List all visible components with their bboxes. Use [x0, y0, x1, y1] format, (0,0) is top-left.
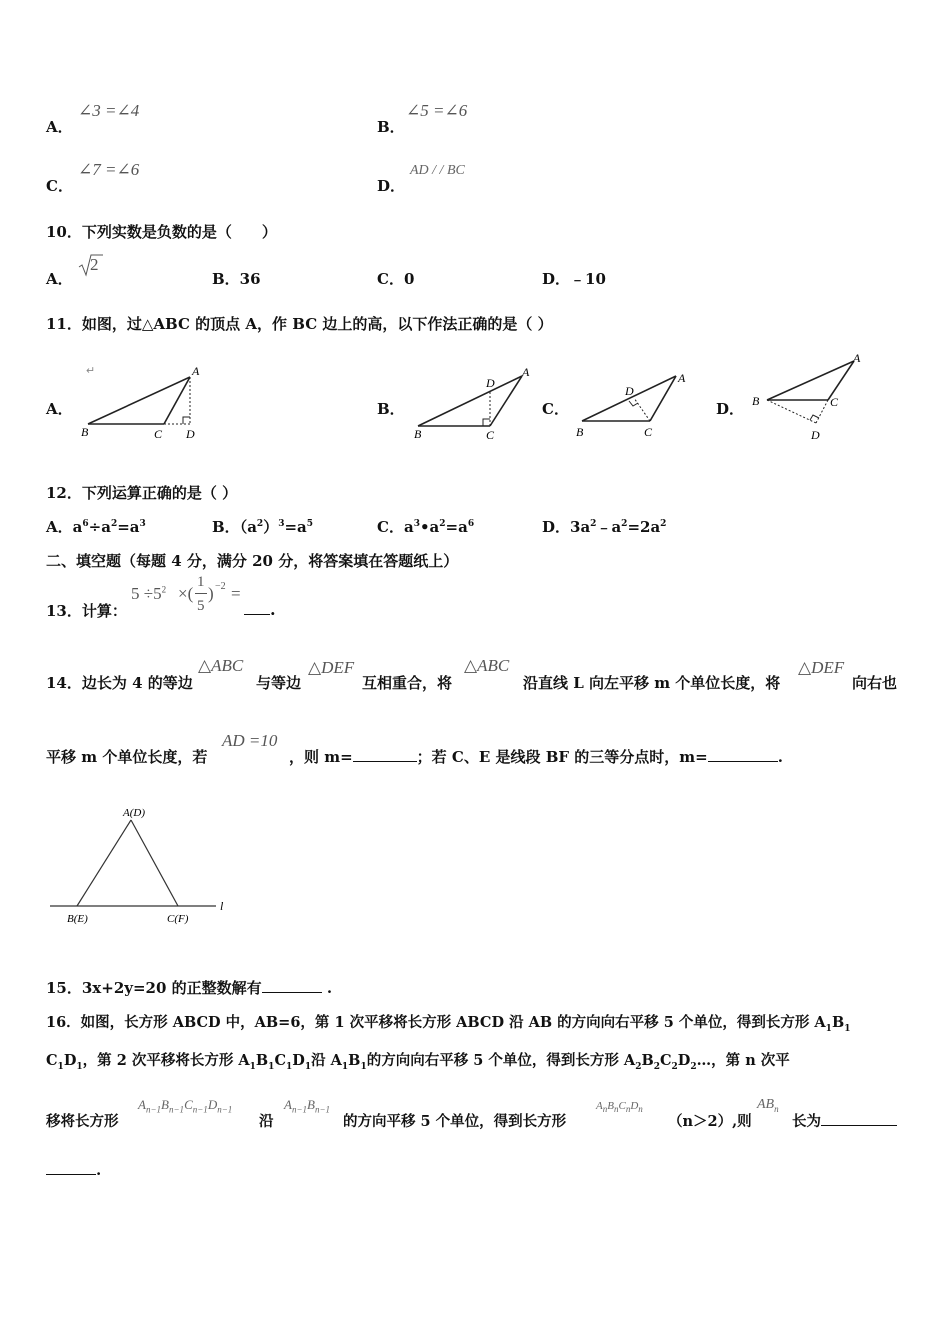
q12-option-c-label: C．	[377, 518, 404, 536]
q15	[46, 977, 332, 998]
q13-close: )	[208, 584, 214, 603]
q14-p1: 14．边长为 4 的等边	[46, 674, 193, 692]
q16-m4: D	[630, 1100, 639, 1112]
q16-sub: n	[613, 1104, 619, 1115]
q16-math-abn	[757, 1097, 779, 1114]
q15-text: 15．3x+2y=20 的正整数解有	[46, 979, 262, 997]
q13-frac-bar	[195, 593, 207, 594]
q14-p5: 向右也	[852, 674, 898, 692]
q12-option-b: B．$(a^2)^3=a^5$	[212, 518, 314, 536]
q12-stem: 12．下列运算正确的是（ ）	[46, 484, 238, 502]
q16-m3: C	[618, 1100, 626, 1112]
q16-line2	[46, 1049, 790, 1072]
q11-option-b-label: B．	[377, 400, 405, 418]
q16-sub: 2	[653, 1061, 660, 1072]
q11-a-pt-b: B	[81, 425, 89, 439]
q16-math-rect-n	[596, 1100, 643, 1114]
q16-sub: n−1	[192, 1104, 208, 1115]
q13-frac-num: 1	[197, 574, 205, 590]
q14-m-abc: △ABC	[198, 656, 244, 675]
q16-sub: n−1	[217, 1104, 233, 1115]
q12-option-a-label: A．	[46, 518, 73, 536]
q16-l3b: 沿	[259, 1113, 274, 1130]
q9-option-c-label: C．	[46, 177, 73, 195]
q11-figure-b	[408, 362, 538, 444]
q16-line3	[46, 1110, 119, 1131]
q16-l2-d: D	[63, 1052, 77, 1069]
q15-tail: .	[321, 979, 333, 997]
q16-blank-1[interactable]	[821, 1111, 897, 1126]
q11-c-pt-d: D	[625, 384, 634, 398]
q11-a-pt-c: C	[154, 427, 163, 441]
q11-d-pt-c: C	[830, 395, 839, 409]
q14-fig-right-label: C(F)	[167, 913, 189, 925]
q16-sub: 1	[341, 1061, 349, 1072]
q14-l2b: ，则 m=	[289, 748, 353, 766]
q13-eq: =	[231, 584, 241, 603]
q16-m5: A	[284, 1097, 292, 1112]
q16-l2-text7: 的方向向右平移 5 个单位，得到长方形 A	[366, 1052, 636, 1069]
q10-option-d: D．﹣10	[542, 270, 606, 288]
q16-sub: 1	[268, 1061, 275, 1072]
q12-option-b-label: B．	[212, 518, 240, 536]
q16-math-side-n-1	[284, 1097, 330, 1115]
q12-option-c: C．$a^3•a^2=a^6$	[377, 518, 475, 536]
q10-option-b: B．36	[212, 270, 261, 288]
q11-c-pt-a: A	[678, 371, 686, 385]
q11-d-pt-d: D	[811, 428, 820, 442]
q16-sub: n−1	[314, 1104, 331, 1115]
q14-fig-line-label: l	[220, 899, 224, 913]
q13-expr-left: 5 ÷5	[131, 584, 162, 603]
q14-blank-2[interactable]	[708, 747, 778, 762]
q10-option-a-math: 2	[90, 255, 99, 274]
q14-m-def2: △DEF	[798, 658, 845, 677]
q13-tail: .	[270, 600, 276, 619]
q16-l2-c: C	[46, 1052, 58, 1069]
q16-sub: n−1	[145, 1104, 162, 1115]
q16-m2: B	[607, 1100, 614, 1112]
q13-answer-blank[interactable]	[244, 600, 270, 615]
q11-option-a-label: A．	[46, 400, 73, 418]
q13-times: ×(	[178, 584, 194, 603]
q16-sub: n	[638, 1104, 643, 1115]
section-2-heading: 二、填空题（每题 4 分，满分 20 分，将答案填在答题纸上）	[46, 552, 459, 570]
q16-l1-b: B	[831, 1014, 845, 1031]
q16-l3e: 长为	[792, 1113, 821, 1130]
return-mark: ↵	[86, 365, 96, 377]
q16-l3c: 的方向平移 5 个单位，得到长方形	[343, 1113, 567, 1130]
q11-c-pt-b: B	[576, 425, 584, 439]
q16-l3a: 移将长方形	[46, 1113, 119, 1130]
q14-l2a: 平移 m 个单位长度，若	[46, 748, 208, 766]
q11-stem: 11．如图，过△ABC 的顶点 A，作 BC 边上的高，以下作法正确的是（ ）	[46, 315, 553, 333]
q16-l2-text1: ，第 2 次平移将长方形 A	[82, 1052, 250, 1069]
q16-l1-sub2: 1	[844, 1023, 851, 1034]
q11-c-pt-c: C	[644, 425, 653, 439]
q10-option-a-label: A．	[46, 270, 73, 288]
q16-l2-text3: C	[274, 1052, 286, 1069]
q16-m7: AB	[757, 1097, 775, 1112]
q12-option-d: D．$3a^2﹣a^2=2a^2$	[542, 518, 667, 536]
q16-l2-text9: C	[659, 1052, 672, 1069]
q14-m-ad: AD =10	[222, 731, 278, 750]
q16-sub: 2	[671, 1061, 678, 1072]
q15-blank[interactable]	[262, 978, 322, 993]
q16-l2-text11: …，第 n 次平	[696, 1052, 790, 1069]
q16-sub: n−1	[168, 1104, 185, 1115]
q16-l2-text10: D	[677, 1052, 691, 1069]
q11-figure-a	[76, 360, 216, 445]
q14-fig-top-label: A(D)	[123, 807, 145, 819]
q16-l2-text4: D	[292, 1052, 305, 1069]
q16-sub: n	[625, 1104, 631, 1115]
q14-l2c: ；若 C、E 是线段 BF 的三等分点时，m=	[416, 748, 708, 766]
q16-sub: 1	[285, 1061, 293, 1072]
q9-option-b-math: ∠5 =∠6	[406, 101, 468, 120]
q16-m3: C	[184, 1097, 193, 1112]
q16-sub: n−1	[291, 1104, 308, 1115]
q14-l2d: .	[777, 748, 783, 766]
q16-l2-text8: B	[641, 1052, 654, 1069]
q13-answer	[244, 600, 276, 619]
q16-l3e-wrap	[792, 1110, 897, 1131]
q11-a-pt-d: D	[186, 427, 195, 441]
q16-l3d: （n＞2）,则	[668, 1113, 752, 1130]
q11-b-pt-b: B	[414, 427, 422, 441]
q16-m1: A	[138, 1097, 146, 1112]
q11-d-pt-b: B	[752, 394, 760, 408]
q16-m2: B	[161, 1097, 169, 1112]
q14-blank-1[interactable]	[353, 747, 417, 762]
q16-sub: 2	[635, 1061, 642, 1072]
q11-option-d-label: D．	[716, 400, 745, 418]
q9-option-d-label: D．	[377, 177, 406, 195]
q14-m-def: △DEF	[308, 658, 355, 677]
q16-sub: 1	[360, 1061, 367, 1072]
q10-option-c: C．0	[377, 270, 415, 288]
q14-p3: 互相重合，将	[362, 674, 453, 692]
q14-figure	[46, 800, 236, 930]
q13-prefix: 13．计算：	[46, 602, 127, 620]
q16-line4	[46, 1160, 101, 1179]
q16-m4: D	[207, 1097, 218, 1112]
q11-b-pt-c: C	[486, 428, 495, 442]
q10-stem: 10．下列实数是负数的是（ ）	[46, 223, 277, 241]
q16-sub: n	[774, 1103, 779, 1114]
q13-neg-exp: −2	[215, 581, 226, 592]
q9-option-a-math: ∠3 =∠4	[78, 101, 140, 120]
q13-frac-den: 5	[197, 598, 205, 614]
q14-fig-left-label: B(E)	[67, 913, 88, 925]
q14-p2: 与等边	[256, 674, 302, 692]
q16-line1	[46, 1011, 850, 1034]
q16-sub: 2	[690, 1061, 697, 1072]
q16-m1: A	[596, 1100, 603, 1112]
q16-sub: 1	[57, 1061, 64, 1072]
q9-option-d-math: AD / / BC	[410, 163, 465, 178]
q11-figure-c	[572, 364, 702, 444]
q13-expression	[131, 584, 166, 604]
q16-sub: 1	[249, 1061, 256, 1072]
q11-b-pt-d: D	[486, 376, 495, 390]
q11-option-c-label: C．	[542, 400, 569, 418]
q16-math-rect-n-1	[138, 1097, 232, 1115]
q11-d-pt-a: A	[853, 351, 861, 365]
q13-expr-exp: 2	[161, 584, 167, 595]
q16-sub: 1	[76, 1061, 83, 1072]
q14-p4: 沿直线 L 向左平移 m 个单位长度，将	[523, 674, 781, 692]
q16-blank-2[interactable]	[46, 1160, 96, 1175]
q9-option-a-label: A．	[46, 118, 73, 136]
q14-l2-second	[289, 746, 783, 767]
q12-option-a: A．$a^6\div a^2=a^3$	[46, 518, 146, 536]
q16-l2-text6: B	[348, 1052, 361, 1069]
q16-l1-sub1: 1	[825, 1023, 832, 1034]
q12-option-d-label: D．	[542, 518, 571, 536]
q9-option-b-label: B．	[377, 118, 405, 136]
q16-l2-text2: B	[255, 1052, 269, 1069]
q16-sub: n	[602, 1104, 608, 1115]
q11-figure-d	[750, 350, 870, 445]
q16-sub: 1	[304, 1061, 312, 1072]
q16-m6: B	[307, 1097, 315, 1112]
q9-option-c-math: ∠7 =∠6	[78, 160, 140, 179]
q16-l1-text: 16．如图，长方形 ABCD 中，AB=6，第 1 次平移将长方形 ABCD 沿 AB 的方向向右平移 5 个单位，得到长方形 A	[46, 1014, 826, 1031]
q16-l4-tail: .	[96, 1161, 102, 1179]
q14-m-abc2: △ABC	[464, 656, 510, 675]
q16-l2-text5: 沿 A	[311, 1052, 342, 1069]
q11-b-pt-a: A	[522, 365, 530, 379]
q11-a-pt-a: A	[192, 364, 200, 378]
